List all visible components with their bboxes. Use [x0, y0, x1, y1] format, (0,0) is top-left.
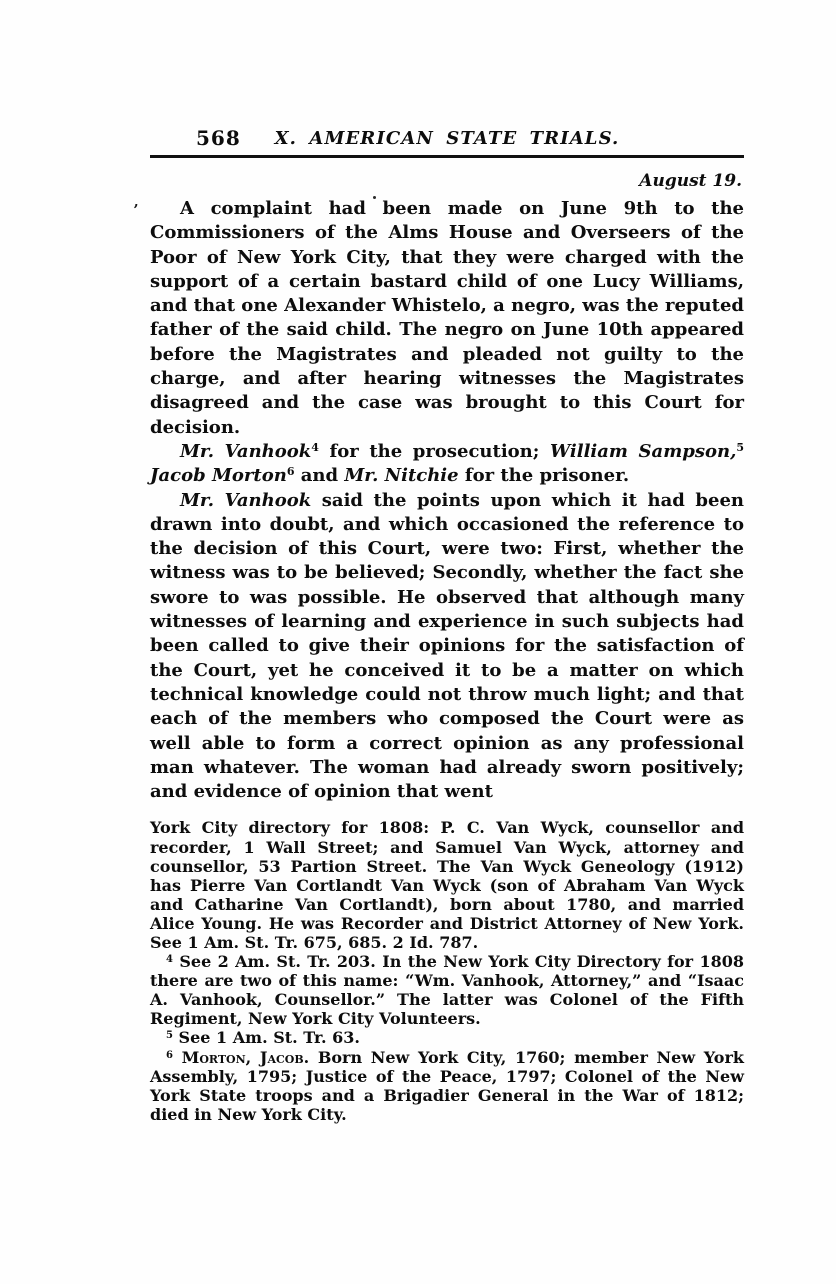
- footnote-continuation: York City directory for 1808: P. C. Van Wyck, counsellor and recorder, 1 Wall Street; and Samuel Van Wyck, attorney and counsellor, 53 Partion Street. The Van Wyck Geneology (1912) has Pierre Van Cortlandt Van Wyck (son of Abraham Van Wyck and Catharine Van Cortlandt), born about 1780, and married Alice Young. He was Recorder and District Attorney of New York. See 1 Am. St. Tr. 675, 685. 2 Id. 787.: [150, 818, 744, 952]
- footnote-6-text: Born New York City, 1760; member New York Assembly, 1795; Justice of the Peace, 1797; Colonel of the New York State troops and a Brigadier General in the War of 1812; died in New York City.: [150, 1047, 744, 1124]
- footnote-5-text: See 1 Am. St. Tr. 63.: [178, 1028, 360, 1048]
- footnote-5-marker: 5: [166, 1030, 173, 1042]
- footnote-4-marker: 4: [166, 954, 173, 966]
- paragraph-argument: [150, 489, 744, 805]
- text-run: for the prisoner.: [458, 465, 630, 487]
- footnote-5: [150, 1028, 744, 1047]
- paragraph-complaint: A complaint had been made on June 9th to the Commissioners of the Alms House and Overseers of the Poor of New York City, that they were charged with the support of a certain bastard child of one Lucy Williams, and that one Alexander Whistelo, a negro, was the reputed father of the said child. The negro on June 10th appeared before the Magistrates and pleaded not guilty to the charge, and after hearing witnesses the Magistrates disagreed and the case was brought to this Court for decision.: [150, 198, 744, 438]
- running-header: [150, 126, 744, 153]
- footnote-6-marker: 6: [166, 1049, 173, 1061]
- footnote-4: [150, 952, 744, 1028]
- counsel-name-morton: Jacob Morton: [150, 465, 287, 487]
- footnote-ref-6: 6: [286, 465, 295, 479]
- counsel-name-vanhook: Mr. Vanhook: [180, 440, 312, 462]
- footnote-ref-4: 4: [311, 440, 319, 454]
- date-line: August 19.: [639, 171, 742, 191]
- footnote-6: [150, 1048, 744, 1124]
- counsel-name-nitchie: Mr. Nitchie: [344, 465, 459, 487]
- paragraph-counsel: [150, 440, 744, 489]
- header-rule: [150, 155, 744, 158]
- footnote-6-name: Morton, Jacob.: [181, 1047, 310, 1067]
- speaker-name-vanhook: Mr. Vanhook: [180, 489, 312, 511]
- page-content: [150, 126, 744, 1124]
- footnote-4-text: See 2 Am. St. Tr. 203. In the New York City Directory for 1808 there are two of this name: “Wm. Vanhook, Attorney,” and “Isaac A. Vanhook, Counsellor.” The latter was Colonel of the Fifth Regiment, New York City Volunteers.: [150, 952, 745, 1029]
- footnote-ref-5: 5: [736, 440, 744, 454]
- running-title: X. AMERICAN STATE TRIALS.: [274, 128, 620, 149]
- text-run: and: [294, 465, 345, 487]
- counsel-name-sampson: William Sampson,: [550, 440, 737, 462]
- footnotes-section: [150, 818, 744, 1124]
- stray-ink-mark: ʼ: [133, 201, 139, 219]
- page-number: 568: [196, 126, 241, 150]
- text-run: for the prosecution;: [318, 440, 550, 462]
- text-run: said the points upon which it had been drawn into doubt, and which occasioned the reference to the decision of this Court, were two: First, whether the witness was to be believed; Secondly, whether the fact she swore to was possible. He observed that although many witnesses of learning and experience in such subjects had been called to give their opinions for the satisfaction of the Court, yet he conceived it to be a matter on which technical knowledge could not throw much light; and that each of the members who composed the Court were as well able to form a correct opinion as any professional man whatever. The woman had already sworn positively; and evidence of opinion that went: [150, 489, 744, 803]
